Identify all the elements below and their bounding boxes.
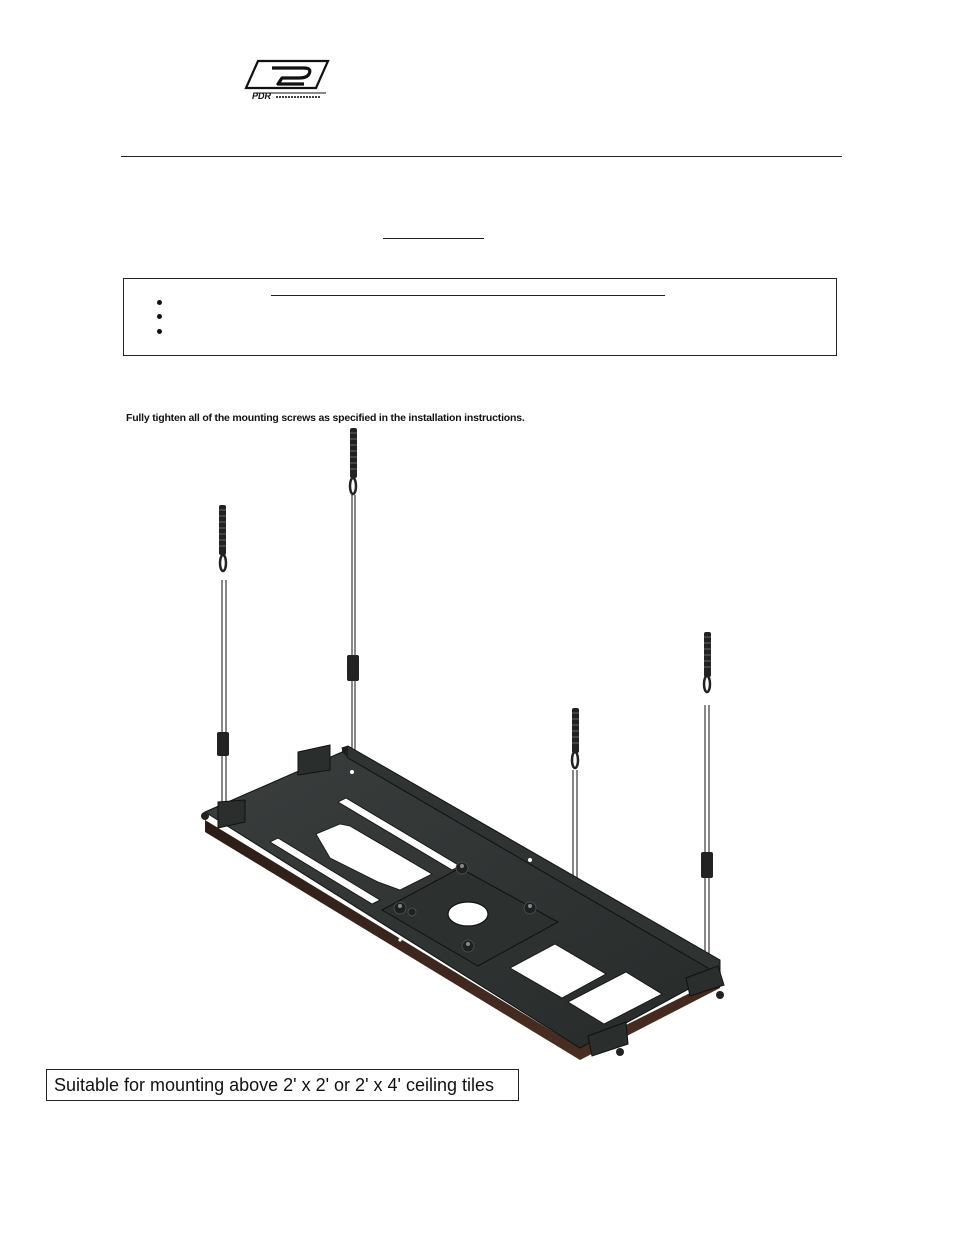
notice-heading-underline (271, 295, 665, 296)
ceiling-mount-plate-illustration (190, 425, 740, 1065)
caption-text: Suitable for mounting above 2' x 2' or 2' x 4' ceiling tiles (54, 1074, 494, 1095)
title-underline (383, 238, 484, 239)
notice-box (123, 278, 837, 356)
header-divider (121, 156, 842, 157)
instruction-text: Fully tighten all of the mounting screws as specified in the installation instructions. (126, 412, 525, 424)
bullet-point (157, 329, 162, 334)
pdr-logo-icon (244, 58, 330, 100)
bullet-point (157, 314, 162, 319)
caption-box (46, 1069, 519, 1101)
svg-text:PDR: PDR (252, 91, 272, 100)
bullet-point (157, 300, 162, 305)
